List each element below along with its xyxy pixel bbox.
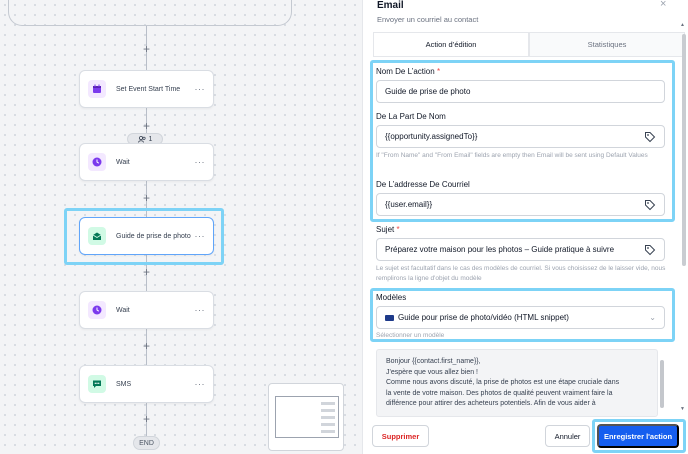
users-icon	[138, 136, 146, 143]
workflow-node-wait[interactable]	[79, 143, 214, 181]
branch-frame	[8, 0, 292, 26]
from-name-label: De La Part De Nom	[376, 112, 446, 121]
tag-icon[interactable]	[644, 244, 656, 256]
clock-icon	[88, 153, 106, 171]
workflow-node-wait[interactable]	[79, 291, 214, 329]
node-label: SMS	[116, 380, 132, 388]
scroll-down-arrow[interactable]: ▼	[680, 406, 685, 412]
preview-line: Comme nous avons discuté, la prise de photos est une étape cruciale dans	[386, 379, 620, 386]
preview-line: la vente de votre maison. Des photos de qualité peuvent vraiment faire la	[386, 389, 613, 397]
preview-line: Bonjour {{contact.first_name}},	[386, 358, 481, 365]
action-name-input[interactable]: Guide de prise de photo	[376, 80, 665, 103]
add-step-button[interactable]: +	[142, 119, 150, 133]
node-label: Guide de prise de photo	[116, 232, 191, 240]
node-menu-button[interactable]: ···	[194, 379, 205, 389]
clock-icon	[88, 301, 106, 319]
sms-icon	[88, 375, 106, 393]
add-step-button[interactable]: +	[142, 265, 150, 279]
save-button-highlight	[592, 419, 686, 453]
add-step-button[interactable]: +	[142, 339, 150, 353]
workflow-node-sms[interactable]	[79, 365, 214, 403]
from-helper-text: If "From Name" and "From Email" fields are empty then Email will be sent using Default Values	[376, 152, 648, 159]
minimap-node	[321, 416, 335, 419]
node-menu-button[interactable]: ···	[194, 305, 205, 315]
template-helper-text: Sélectionner un modèle	[376, 332, 445, 339]
template-label: Modèles	[376, 293, 407, 302]
from-email-input[interactable]: {{user.email}}	[376, 193, 665, 216]
end-marker: END	[133, 436, 160, 450]
panel-scrollbar[interactable]	[682, 34, 686, 266]
add-step-button[interactable]: +	[142, 191, 150, 205]
close-icon[interactable]: ×	[660, 0, 667, 10]
node-menu-button[interactable]: ···	[194, 231, 205, 241]
save-action-button[interactable]: Enregistrer l'action	[597, 424, 679, 448]
node-label: Wait	[116, 306, 130, 314]
preview-scrollbar[interactable]	[660, 360, 664, 408]
add-step-button[interactable]: +	[142, 42, 150, 56]
panel-title: Email	[377, 0, 404, 11]
minimap[interactable]	[268, 383, 344, 451]
preview-line: différence pour attirer des acheteurs potentiels. Afin de vous aider à	[386, 400, 596, 407]
delete-button[interactable]: Supprimer	[372, 425, 429, 447]
node-menu-button[interactable]: ···	[194, 84, 205, 94]
chevron-down-icon: ⌄	[649, 313, 656, 322]
panel-subtitle: Envoyer un courriel au contact	[377, 15, 479, 24]
tab-statistics[interactable]: Statistiques	[529, 32, 685, 56]
node-label: Wait	[116, 158, 130, 166]
preview-line: J'espère que vous allez bien !	[386, 368, 479, 376]
tab-action-edit[interactable]: Action d’édition	[373, 32, 529, 56]
node-menu-button[interactable]: ···	[194, 157, 205, 167]
subject-label: Sujet *	[376, 225, 400, 234]
email-preview[interactable]	[376, 349, 658, 417]
add-step-button[interactable]: +	[142, 412, 150, 426]
node-label: Set Event Start Time	[116, 85, 181, 93]
template-select[interactable]: Guide pour prise de photo/vidéo (HTML snippet) ⌄	[376, 306, 665, 329]
contact-count: 1	[148, 135, 153, 143]
workflow-node-set-event-start-time[interactable]	[79, 70, 214, 108]
scroll-up-arrow[interactable]: ▲	[680, 22, 685, 28]
selected-node-highlight	[64, 208, 224, 265]
action-name-label: Nom De L’action *	[376, 67, 441, 76]
subject-input[interactable]: Préparez votre maison pour les photos – Guide pratique à suivre	[376, 238, 665, 261]
calendar-icon	[88, 80, 106, 98]
from-fields-highlight	[370, 60, 675, 222]
subject-helper-text: Le sujet est facultatif dans le cas des modèles de courriel. Si vous choisissez de le laisser vide, nous remplirons la ligne d'objet du modèle	[376, 265, 666, 282]
cancel-button[interactable]: Annuler	[545, 425, 590, 447]
from-email-label: De L’addresse De Courriel	[376, 180, 470, 189]
minimap-node	[321, 430, 335, 433]
minimap-node	[321, 402, 335, 405]
minimap-node	[321, 423, 335, 426]
minimap-node	[321, 409, 335, 412]
from-name-input[interactable]: {{opportunity.assignedTo}}	[376, 125, 665, 148]
panel-tabs	[373, 32, 685, 57]
